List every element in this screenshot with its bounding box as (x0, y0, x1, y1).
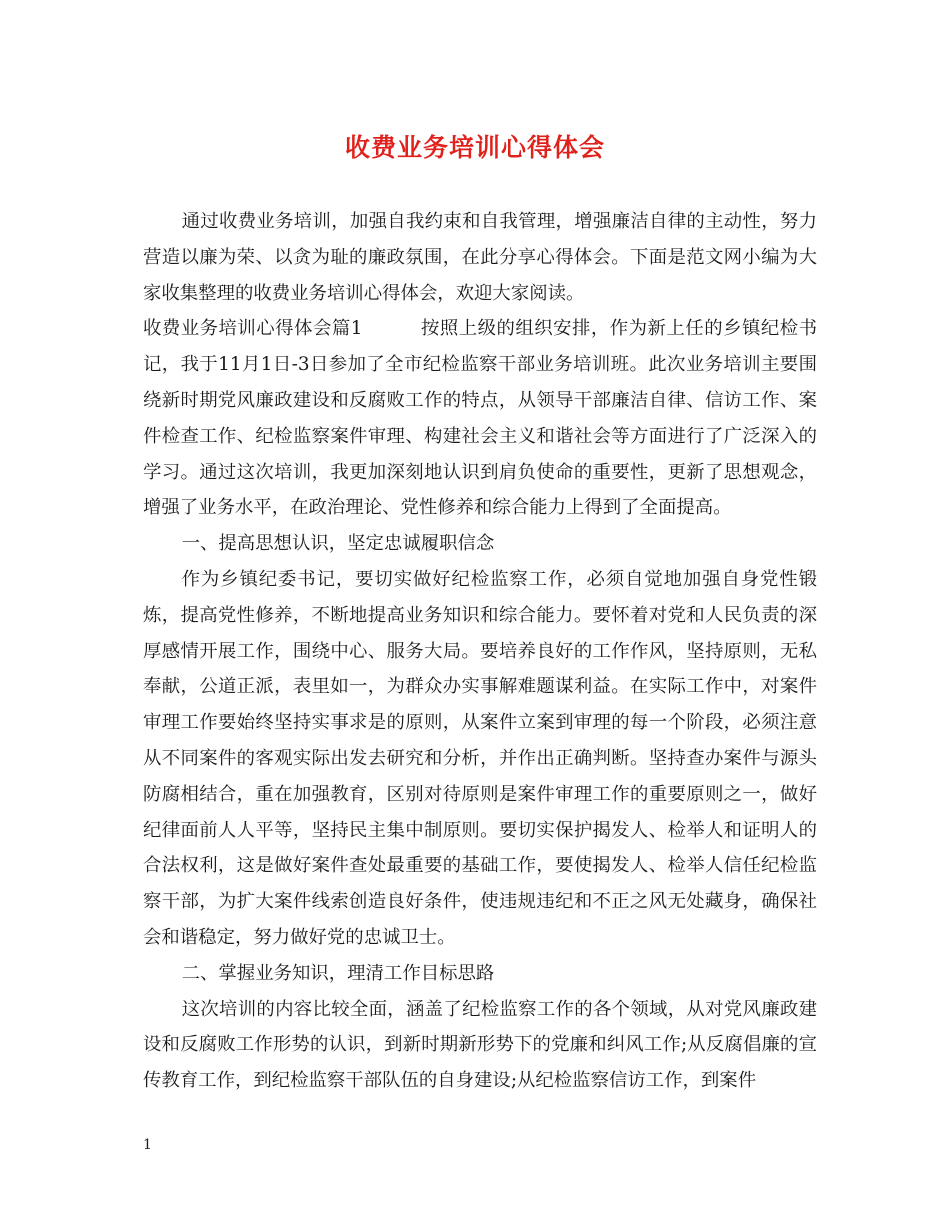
document-title: 收费业务培训心得体会 (344, 133, 605, 162)
section-heading-2: 二、掌握业务知识，理清工作目标思路 (181, 962, 495, 984)
page-number: 1 (143, 1137, 152, 1153)
section-paragraph-2: 这次培训的内容比较全面，涵盖了纪检监察工作的各个领域，从对党风廉政建设和反腐败工作形势的认识，到新时期新形势下的党廉和纠风工作;从反腐倡廉的宣传教育工作，到纪检监察干部队伍的自身建设;从纪检监察信访工作，到案件 (143, 998, 817, 1092)
section-heading-1: 一、提高思想认识，坚定忠诚履职信念 (181, 533, 495, 555)
article-first-text: 按照上级的组织安排，作为新上任的乡镇纪检书记，我于11月1日-3日参加了全市纪检监察干部业务培训班。此次业务培训主要围绕新时期党风廉政建设和反腐败工作的特点，从领导干部廉洁自律、信访工作、案件检查工作、纪检监察案件审理、构建社会主义和谐社会等方面进行了广泛深入的学习。通过这次培训，我更加深刻地认识到肩负使命的重要性，更新了思想观念，增强了业务水平，在政治理论、党性修养和综合能力上得到了全面提高。 (143, 318, 817, 519)
document-body (143, 204, 817, 1099)
intro-paragraph: 通过收费业务培训，加强自我约束和自我管理，增强廉洁自律的主动性，努力营造以廉为荣、以贪为耻的廉政氛围，在此分享心得体会。下面是范文网小编为大家收集整理的收费业务培训心得体会，欢迎大家阅读。 (143, 211, 817, 304)
section-paragraph-1: 作为乡镇纪委书记，要切实做好纪检监察工作，必须自觉地加强自身党性锻炼，提高党性修养，不断地提高业务知识和综合能力。要怀着对党和人民负责的深厚感情开展工作，围绕中心、服务大局。要培养良好的工作作风，坚持原则，无私奉献，公道正派，表里如一，为群众办实事解难题谋利益。在实际工作中，对案件审理工作要始终坚持实事求是的原则，从案件立案到审理的每一个阶段，必须注意从不同案件的客观实际出发去研究和分析，并作出正确判断。坚持查办案件与源头防腐相结合，重在加强教育，区别对待原则是案件审理工作的重要原则之一，做好纪律面前人人平等，坚持民主集中制原则。要切实保护揭发人、检举人和证明人的合法权利，这是做好案件查处最重要的基础工作，要使揭发人、检举人信任纪检监察干部，为扩大案件线索创造良好条件，使违规违纪和不正之风无处藏身，确保社会和谐稳定，努力做好党的忠诚卫士。 (143, 568, 817, 948)
article-first-paragraph (143, 311, 817, 526)
article-label: 收费业务培训心得体会篇1 (143, 318, 363, 340)
